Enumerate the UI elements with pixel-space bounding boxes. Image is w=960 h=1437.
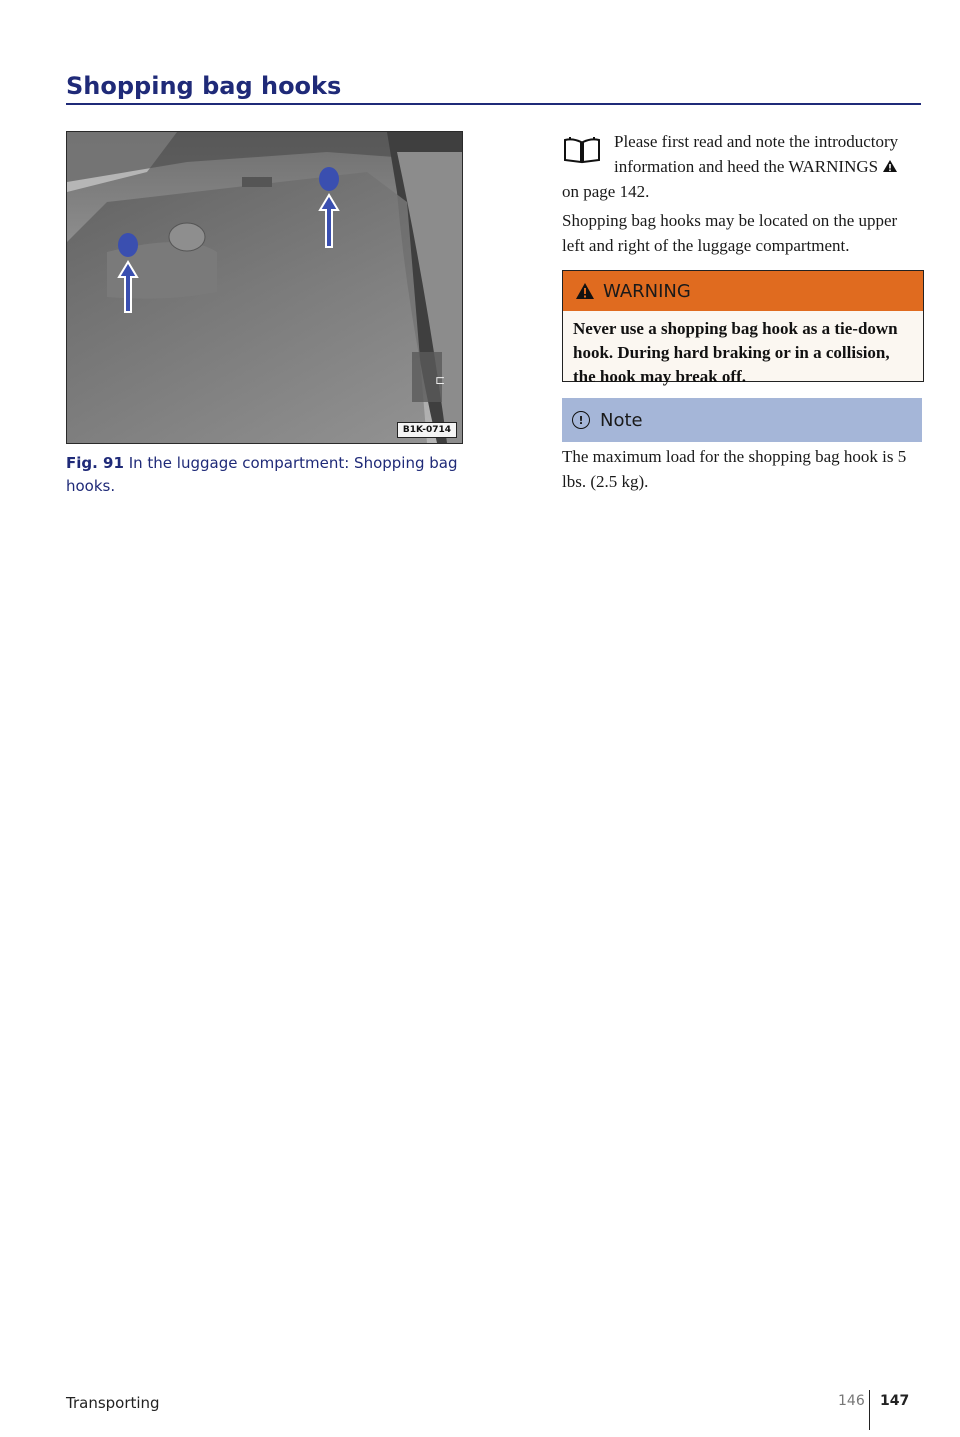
page-title: Shopping bag hooks (66, 72, 342, 100)
intro-line-3: on page 142. (562, 182, 650, 201)
warning-triangle-icon (882, 159, 898, 173)
note-header (562, 398, 922, 442)
note-text: The maximum load for the shopping bag hook is 5 lbs. (2.5 kg). (562, 447, 907, 491)
page-number-right: 147 (880, 1393, 910, 1409)
body-paragraph: Shopping bag hooks may be located on the upper left and right of the luggage compartment. (562, 211, 898, 255)
svg-text:⊏: ⊏ (435, 373, 446, 387)
figure-caption (66, 452, 466, 498)
note-heading: Note (600, 409, 643, 431)
intro-line-2-wrap (562, 154, 922, 179)
note-info-icon: ! (572, 411, 590, 429)
figure-luggage-compartment (66, 131, 463, 444)
page-number-divider (869, 1390, 870, 1430)
warning-box (562, 270, 924, 386)
warning-icon (575, 282, 595, 300)
warning-text: Never use a shopping bag hook as a tie-down hook. During hard braking or in a collision, the hook may break off. (573, 319, 898, 386)
title-rule (66, 103, 921, 105)
intro-text (562, 129, 922, 204)
footer-section-name: Transporting (66, 1394, 160, 1412)
intro-line-1: Please first read and note the introductory (614, 132, 899, 151)
warning-header (563, 271, 923, 311)
warning-heading: WARNING (603, 280, 691, 302)
figure-caption-label: Fig. 91 (66, 454, 124, 472)
figure-code: B1K-0714 (397, 422, 457, 438)
page-number-left: 146 (838, 1393, 865, 1409)
figure-caption-text: In the luggage compartment: Shopping bag hooks. (66, 454, 458, 495)
intro-line-2: information and heed the WARNINGS (614, 157, 879, 176)
luggage-compartment-photo (67, 132, 462, 443)
